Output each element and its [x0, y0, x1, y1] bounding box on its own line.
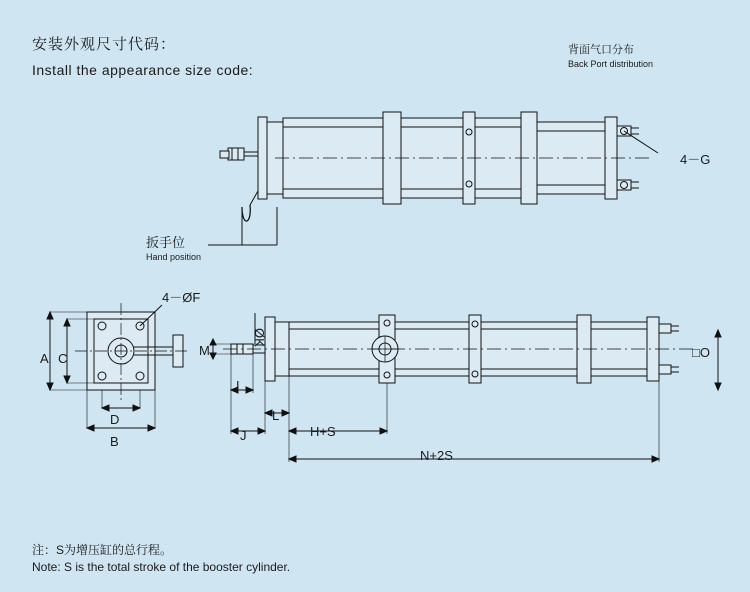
dimension-b: B [110, 434, 119, 449]
page-title-en: Install the appearance size code: [32, 62, 254, 78]
dimension-m: M [199, 343, 210, 358]
dimension-hs: H+S [310, 424, 336, 439]
top-assembly-drawing [180, 95, 710, 285]
dimension-c: C [58, 351, 68, 366]
square-o-dimension [690, 320, 730, 400]
dimension-a: A [40, 351, 49, 366]
dimension-phik: ØK [252, 328, 267, 347]
dimension-i: I [236, 378, 240, 393]
dimension-square-o: □O [692, 345, 710, 360]
back-port-title-en: Back Port distribution [568, 59, 654, 69]
end-view-drawing [30, 295, 210, 460]
note-cn: 注：S为增压缸的总行程。 [32, 543, 173, 557]
back-port-title-cn: 背面气口分布 [568, 44, 634, 56]
dimension-d: D [110, 412, 120, 427]
hand-position-label-en: Hand position [146, 252, 202, 262]
dimension-n2s: N+2S [420, 448, 453, 463]
callout-4phif: 4－ØF [162, 290, 201, 305]
dimension-l: L [272, 408, 280, 423]
main-side-view-drawing [195, 295, 715, 475]
hand-position-label-cn: 扳手位 [146, 235, 186, 250]
dimension-j: J [240, 428, 247, 443]
callout-4g: 4－G [680, 152, 711, 167]
page-title-cn: 安装外观尺寸代码： [32, 36, 177, 53]
note-en: Note: S is the total stroke of the booster cylinder. [32, 560, 291, 574]
